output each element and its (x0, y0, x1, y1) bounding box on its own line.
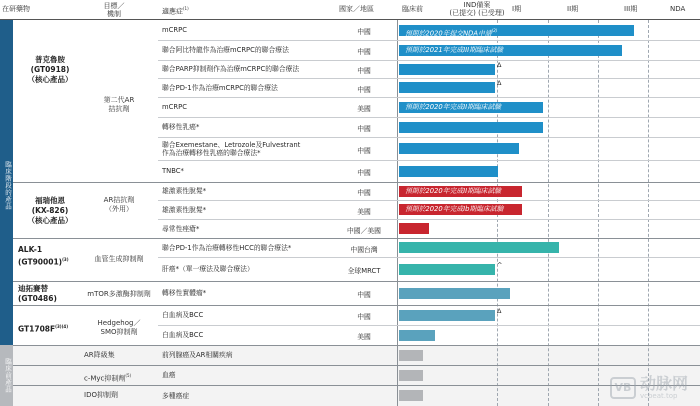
progress-bar (399, 288, 510, 299)
header-country: 國家／地區 (339, 5, 374, 13)
row-separator (158, 40, 700, 41)
mechanism-ar-degrader: AR降級集 (84, 351, 115, 359)
row-separator (158, 160, 700, 161)
indication-label: 血癌 (162, 371, 176, 379)
table-header (0, 0, 700, 20)
row-separator (158, 117, 700, 118)
indication-label: 聯合PD-1作為治療mCRPC的聯合療法 (162, 83, 278, 92)
country-label: 中國台灣 (350, 245, 378, 254)
country-label: 中國 (357, 169, 371, 177)
group-separator (13, 182, 700, 183)
indication-label: 肝癌*（單一療法及聯合療法） (162, 265, 254, 273)
mechanism-ar-topical: AR拮抗劑 （外用） (103, 196, 135, 213)
country-label: 中國 (357, 48, 371, 56)
mechanism-cmyc: c-Myc抑制劑$^{(5)}$ (84, 373, 132, 383)
progress-bar (399, 310, 495, 321)
indication-label: TNBC* (162, 167, 184, 175)
delta-marker: Δ (497, 79, 502, 87)
indication-label: 聯合Exemestane、Letrozole及Fulvestrant 作為治療轉移性乳癌的聯合療法* (162, 140, 301, 157)
sidebar-preclinical: 臨床前產品 (0, 345, 13, 406)
progress-bar (399, 122, 543, 133)
progress-bar (399, 45, 622, 56)
progress-bar (399, 143, 519, 154)
indication-label: 轉移性實體瘤* (162, 289, 207, 297)
country-label: 中國 (357, 125, 371, 133)
progress-bar-label: 預期於2020年完成II期臨床試驗 (405, 102, 502, 111)
progress-bar (399, 64, 495, 75)
header-ind: IND備案 (已提交) (已受理) (449, 1, 505, 17)
mechanism-hedgehog: Hedgehog／ SMO抑制劑 (97, 319, 141, 336)
progress-bar (399, 223, 429, 234)
progress-bar (399, 350, 423, 361)
group-separator (13, 281, 700, 282)
row-separator (158, 200, 700, 201)
progress-bar-label: 預期於2021年完成III期臨床試驗 (405, 45, 504, 54)
progress-bar (399, 370, 423, 381)
country-label: 美國 (357, 207, 371, 216)
country-label: 中國 (357, 313, 371, 321)
indication-label: 白血病及BCC (162, 331, 204, 339)
progress-bar-label: 預期於2020年完成II期臨床試驗 (405, 186, 502, 195)
row-separator (158, 78, 700, 79)
indication-label: 聯合阿比特龍作為治療mCRPC的聯合療法 (162, 46, 289, 54)
progress-bar (399, 166, 498, 177)
header-divider (0, 19, 700, 20)
sidebar-clinical: 臨床階段的產品 (0, 20, 13, 345)
country-label: 中國／美國 (347, 226, 381, 235)
indication-label: 聯合PD-1作為治療轉移性HCC的聯合療法* (162, 243, 292, 252)
progress-bar (399, 82, 495, 93)
indication-label: 雄激素性脫髮* (162, 187, 207, 195)
progress-bar (399, 25, 634, 36)
progress-bar (399, 204, 522, 215)
row-separator (158, 325, 700, 326)
header-target: 目標／ 機制 (103, 2, 125, 18)
delta-marker: ^ (497, 260, 503, 269)
progress-bar-label: 預期於2020年完成Ib期臨床試驗 (405, 205, 504, 213)
country-label: 中國 (357, 28, 371, 36)
progress-bar (399, 390, 423, 401)
product-detorsertib: 迪拓賽替 (GT0486) (18, 284, 57, 303)
product-kx826: 福瑞他恩 (KX-826) （核心產品） (27, 196, 73, 225)
row-separator (158, 97, 700, 98)
country-label: 中國 (357, 291, 371, 299)
group-separator (13, 305, 700, 306)
header-phase3: III期 (624, 5, 638, 13)
row-separator (158, 60, 700, 61)
mechanism-angio: 血管生成抑制劑 (94, 255, 144, 263)
header-phase1: I期 (512, 5, 522, 13)
progress-bar (399, 264, 495, 275)
row-separator (158, 137, 700, 138)
country-label: 美國 (357, 333, 371, 341)
indication-label: 轉移性乳癌* (162, 123, 200, 131)
progress-bar (399, 186, 522, 197)
watermark-name: 动脉网 (639, 374, 688, 393)
header-product: 在研藥物 (2, 5, 30, 13)
progress-bar (399, 330, 435, 341)
product-proxalutamide: 普克魯胺 (GT0918) （核心產品） (27, 55, 73, 84)
mechanism-ar2: 第二代AR 拮抗劑 (103, 96, 135, 113)
indication-label: 前列腺癌及AR相關疾病 (162, 351, 233, 359)
header-phase2: II期 (567, 5, 579, 13)
progress-bar (399, 102, 543, 113)
country-label: 中國 (357, 189, 371, 197)
progress-bar-label: 預期於2020年提交NDA申請$^{(2)}$ (405, 27, 498, 37)
delta-marker: Δ (497, 306, 502, 315)
vb-logo-icon: VB (610, 377, 636, 399)
indication-label: 尋常性痤瘡* (162, 224, 200, 233)
indication-label: 多種癌症 (162, 391, 190, 400)
country-label: 中國 (357, 67, 371, 75)
indication-label: 雄激素性脫髮* (162, 205, 207, 214)
row-separator (158, 219, 700, 220)
watermark-url: vcbeat.top (639, 392, 678, 400)
header-indication: 適應症$^{(1)}$ (162, 6, 189, 16)
indication-label: mCRPC (162, 26, 187, 34)
country-label: 中國 (357, 146, 371, 155)
country-label: 中國 (357, 85, 371, 94)
group-separator (13, 365, 700, 366)
row-separator (158, 257, 700, 258)
product-gt1708f: $GT1708F^{(3)(4)}$ (18, 324, 69, 334)
country-label: 全球MRCT (347, 267, 381, 275)
delta-marker: Δ (497, 60, 502, 69)
product-alk1: ALK-1 $(GT90001)^{(3)}$ (18, 245, 69, 267)
indication-label: 聯合PARP抑制劑作為治療mCRPC的聯合療法 (162, 65, 300, 73)
watermark (610, 376, 688, 400)
header-preclinical: 臨床前 (402, 5, 423, 13)
mechanism-ido: IDO抑制劑 (84, 391, 118, 399)
group-separator (13, 385, 700, 386)
country-label: 美國 (357, 105, 371, 113)
group-separator (13, 345, 700, 346)
mechanism-mtor: mTOR多激酶抑制劑 (87, 290, 151, 298)
indication-label: 白血病及BCC (162, 311, 204, 319)
progress-bar (399, 242, 559, 253)
header-nda: NDA (670, 5, 686, 13)
indication-label: mCRPC (162, 103, 187, 111)
group-separator (13, 238, 700, 239)
